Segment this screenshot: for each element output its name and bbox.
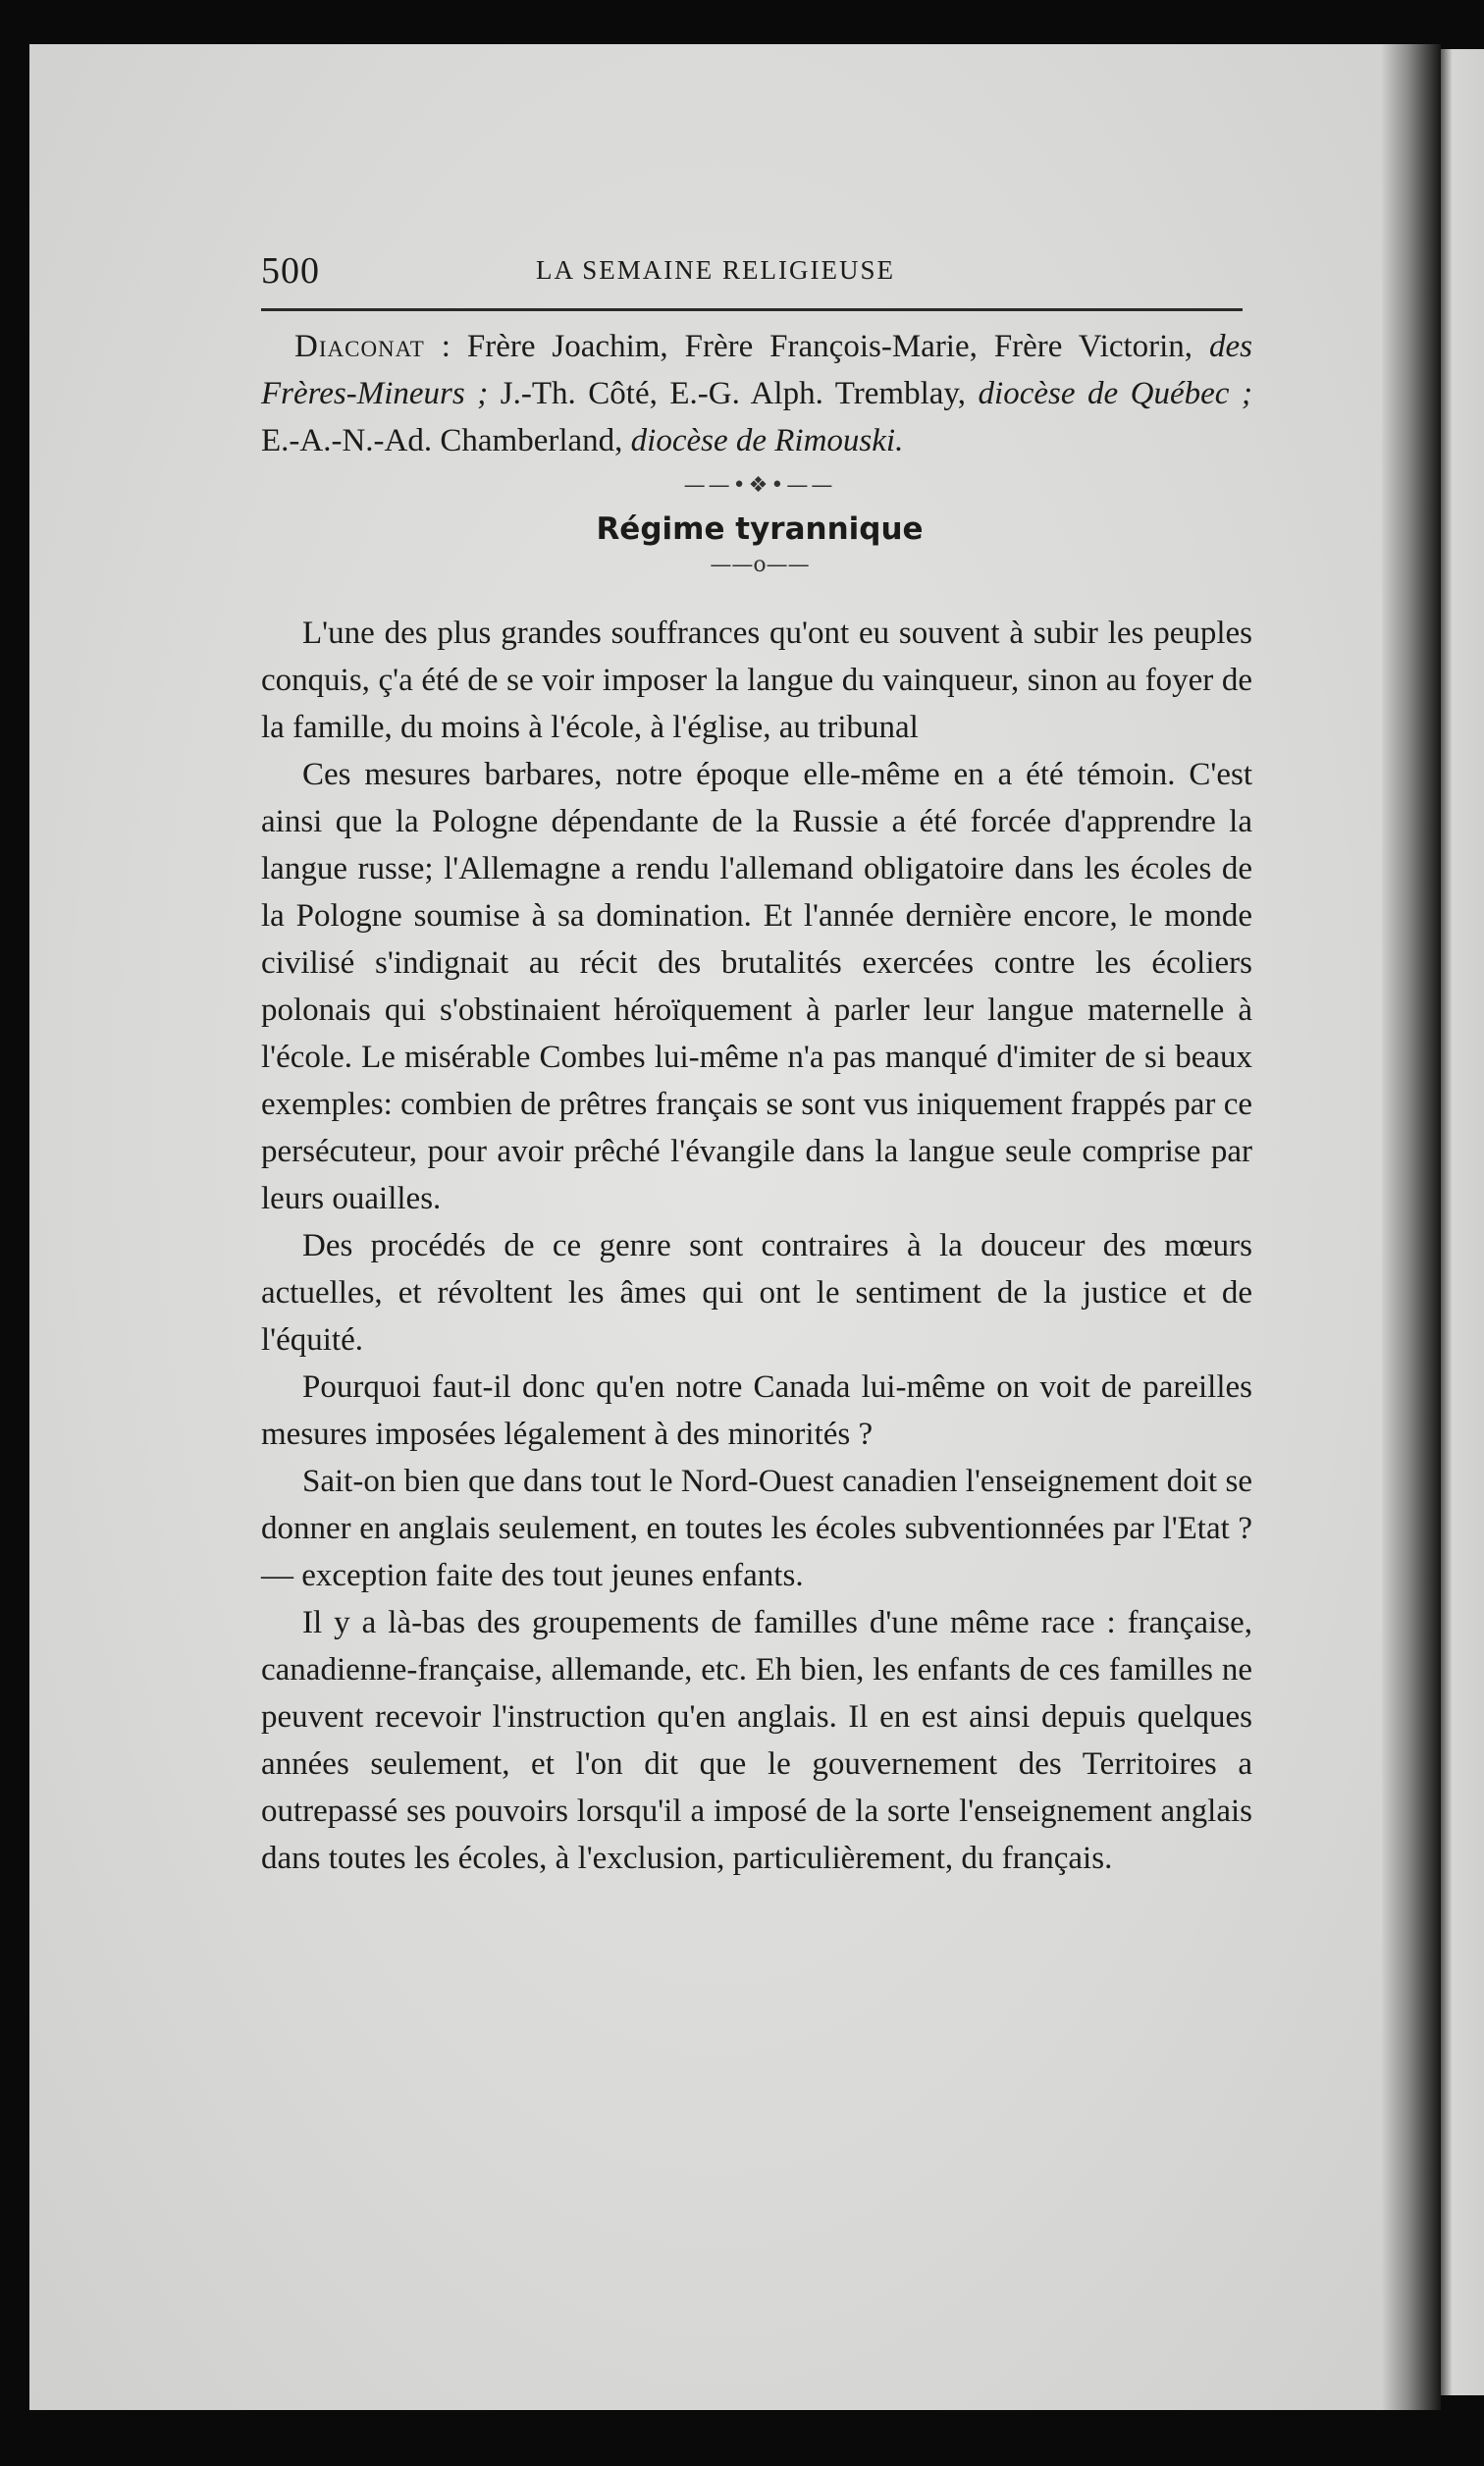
body-paragraph-5: Sait-on bien que dans tout le Nord-Ouest canadien l'enseignement doit se donner en anglais seulement, en toutes les écoles subventionnées par l'Etat ? — exception faite des tout jeunes enfants.	[261, 1464, 1252, 1593]
section-divider-ornament: ——•❖•——	[683, 473, 836, 498]
page-content	[261, 245, 1258, 1882]
header-rule	[261, 308, 1243, 311]
diaconat-names-2: J.-Th. Côté, E.-G. Alph. Tremblay,	[488, 376, 979, 411]
diaconat-diocese-quebec: diocèse de Québec ;	[978, 376, 1252, 411]
section-title: Régime tyrannique	[596, 511, 924, 547]
diaconat-diocese-rimouski: diocèse de Rimouski.	[630, 423, 904, 458]
body-paragraph-3: Des procédés de ce genre sont contraires à la douceur des mœurs actuelles, et révoltent les âmes qui ont le sentiment de la justice et de l'équité.	[261, 1228, 1252, 1358]
running-head	[261, 245, 1258, 300]
adjacent-page-edge	[1435, 49, 1484, 2395]
diaconat-names-3: E.-A.-N.-Ad. Chamberland,	[261, 423, 631, 458]
diaconat-order: des Frères-Mineurs ;	[261, 329, 1252, 411]
journal-title: LA SEMAINE RELIGIEUSE	[536, 255, 895, 285]
body-paragraph-4: Pourquoi faut-il donc qu'en notre Canada lui-même on voit de pareilles mesures imposées légalement à des minorités ?	[261, 1369, 1252, 1452]
diaconat-label: Diaconat	[294, 329, 425, 364]
ordination-list	[261, 323, 1252, 464]
page-gutter-shadow	[1382, 44, 1441, 2410]
diaconat-names-1: Frère Joachim, Frère François-Marie, Frère Victorin,	[466, 329, 1209, 364]
body-paragraph-2: Ces mesures barbares, notre époque elle-même en a été témoin. C'est ainsi que la Pologne dépendante de la Russie a été forcée d'apprendre la langue russe; l'Allemagne a rendu l'allemand obligatoire dans les écoles de la Pologne soumise à sa domination. Et l'année dernière encore, le monde civilisé s'indignait au récit des brutalités exercées contre les écoliers polonais qui s'obstinaient héroïquement à parler leur langue maternelle à l'école. Le misérable Combes lui-même n'a pas manqué d'imiter de si beaux exemples: combien de prêtres français se sont vus iniquement frappés par ce persécuteur, pour avoir prêché l'évangile dans la langue seule comprise par leurs ouailles.	[261, 757, 1252, 1216]
diaconat-separator: :	[424, 329, 467, 364]
page-number: 500	[261, 250, 320, 292]
body-paragraph-1: L'une des plus grandes souffrances qu'ont eu souvent à subir les peuples conquis, ç'a été de se voir imposer la langue du vainqueur, sinon au foyer de la famille, du moins à l'école, à l'église, au tribunal	[261, 616, 1252, 745]
title-ornament: ——o——	[710, 553, 810, 577]
body-paragraph-6: Il y a là-bas des groupements de familles d'une même race : française, canadienne-française, allemande, etc. Eh bien, les enfants de ces familles ne peuvent recevoir l'instruction qu'en anglais. Il en est ainsi depuis quelques années seulement, et l'on dit que le gouvernement des Territoires a outrepassé ses pouvoirs lorsqu'il a imposé de la sorte l'enseignement anglais dans toutes les écoles, à l'exclusion, particulièrement, du français.	[261, 1605, 1252, 1876]
